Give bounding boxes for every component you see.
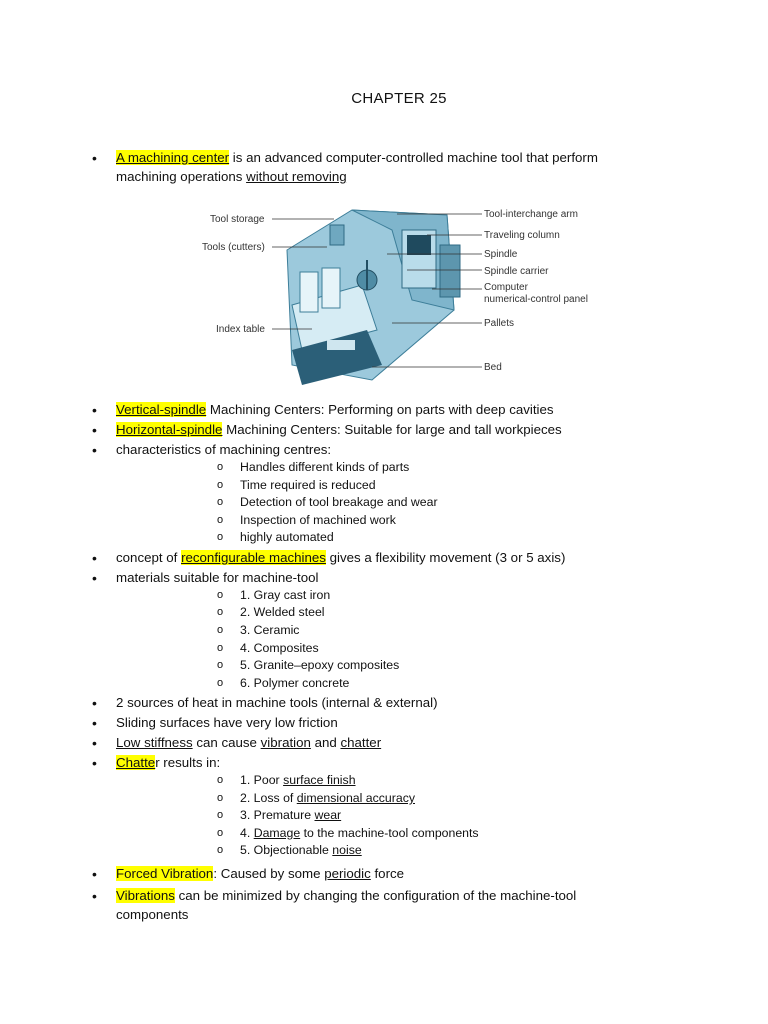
highlight: Vibrations [116,888,175,903]
highlight: Chatte [116,755,156,770]
underlined-text: without removing [246,169,347,184]
bullet-continuation: components [116,907,189,922]
label-nc-panel: numerical-control panel [484,294,588,305]
label-index-table: Index table [216,324,265,335]
label-pallets: Pallets [484,318,515,329]
highlight: Forced Vibration [116,866,214,881]
sub-item: o 1. Gray cast iron [240,587,330,604]
sub-item-text: 4. [240,826,254,840]
sub-item [240,807,341,824]
bullet-text: : Caused by some [213,866,325,881]
label-tool-storage: Tool storage [210,214,265,225]
bullet-vertical-spindle [116,400,554,420]
sub-item: o 4. Composites [240,640,319,657]
bullet-text: Machining Centers: Suitable for large and tall workpieces [222,422,562,437]
bullet-text: is an advanced computer-controlled machine tool that perform [229,150,598,165]
underlined-text: dimensional accuracy [296,791,415,805]
sub-item-text: to the machine-tool components [300,826,479,840]
sub-item: o 2. Welded steel [240,604,325,621]
bullet-heat: • 2 sources of heat in machine tools (internal & external) [116,693,438,713]
underlined-text: Low stiffness [116,735,193,750]
sub-item-text: 5. Objectionable [240,843,333,857]
bullet-stiffness [116,733,381,753]
bullet-text: machining operations [116,169,247,184]
sub-item-text: 1. Poor [240,773,284,787]
sub-item: o Inspection of machined work [240,512,396,529]
sub-item: o Time required is reduced [240,477,376,494]
bullet-text: r results in: [155,755,221,770]
underlined-text: periodic [324,866,371,881]
bullet-text: can be minimized by changing the configuration of the machine-tool [174,888,577,903]
highlight: A machining center [116,150,230,165]
bullet-materials: • materials suitable for machine-tool [116,568,319,588]
sub-item [240,772,356,789]
sub-item: o 6. Polymer concrete [240,675,349,692]
bullet-concept [116,548,565,568]
label-traveling-column: Traveling column [484,230,560,241]
sub-item [240,790,415,807]
label-tools-cutters: Tools (cutters) [202,242,265,253]
sub-item [240,825,479,842]
bullet-continuation [116,167,347,187]
sub-item [240,842,362,859]
highlight: Vertical-spindle [116,402,207,417]
sub-item: o Detection of tool breakage and wear [240,494,438,511]
label-tool-interchange-arm: Tool-interchange arm [484,209,578,220]
bullet-text: force [370,866,405,881]
bullet-text: concept of [116,550,182,565]
bullet-characteristics: • characteristics of machining centres: [116,440,331,460]
bullet-text: Machining Centers: Performing on parts with deep cavities [206,402,554,417]
label-spindle-carrier: Spindle carrier [484,266,549,277]
sub-item: o 5. Granite–epoxy composites [240,657,399,674]
machining-center-figure [192,190,608,396]
bullet-sliding: • Sliding surfaces have very low friction [116,713,338,733]
highlight: Horizontal-spindle [116,422,223,437]
underlined-text: surface finish [283,773,356,787]
bullet-forced-vibration [116,864,404,884]
underlined-text: Damage [253,826,301,840]
label-spindle: Spindle [484,249,518,260]
sub-item: o 3. Ceramic [240,622,299,639]
sub-item-text: 3. Premature [240,808,315,822]
underlined-text: wear [314,808,342,822]
underlined-text: noise [332,843,362,857]
bullet-vibrations [116,886,576,906]
underlined-text: vibration [260,735,311,750]
page-title: CHAPTER 25 [351,90,447,107]
highlight: reconfigurable machines [181,550,326,565]
underlined-text: chatter [340,735,382,750]
bullet-text: can cause [192,735,261,750]
bullet-chatter [116,753,220,773]
sub-item: o Handles different kinds of parts [240,459,409,476]
bullet-text: gives a flexibility movement (3 or 5 axis) [325,550,566,565]
bullet-machining-center [116,148,598,168]
label-computer: Computer [484,282,528,293]
sub-item-text: 2. Loss of [240,791,297,805]
label-bed: Bed [484,362,502,373]
sub-item: o highly automated [240,529,334,546]
bullet-text: and [310,735,341,750]
bullet-horizontal-spindle [116,420,562,440]
